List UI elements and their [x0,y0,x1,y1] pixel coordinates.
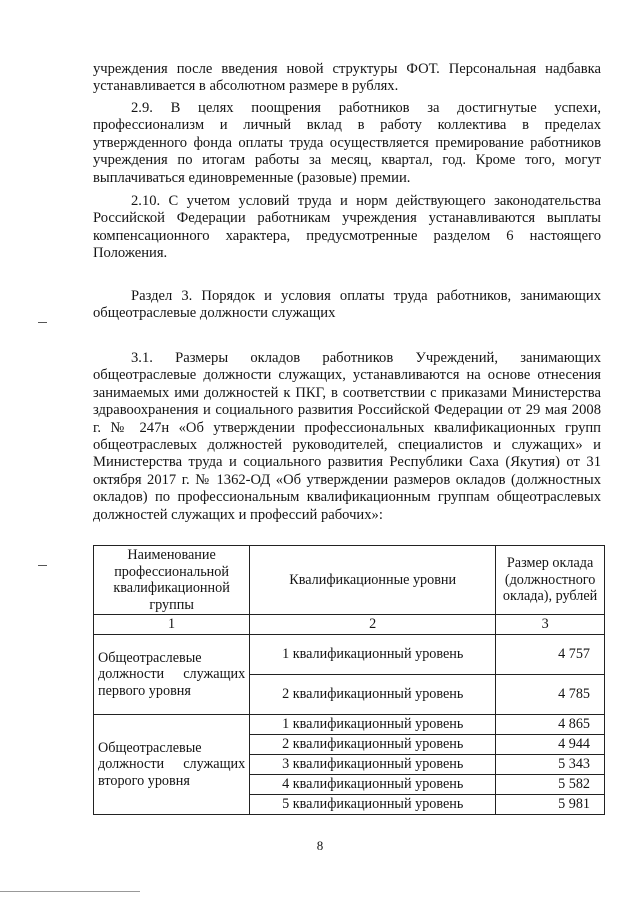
header-qualification-levels: Квалификационные уровни [250,546,496,615]
qualification-level: 3 квалификационный уровень [250,754,496,774]
page-number: 8 [316,838,324,853]
salary-amount: 4 944 [496,734,605,754]
table-row [94,634,605,674]
salary-amount: 4 757 [496,634,605,674]
salary-amount: 4 785 [496,674,605,714]
qualification-level: 2 квалификационный уровень [250,674,496,714]
qualification-level: 2 квалификационный уровень [250,734,496,754]
qualification-level: 5 квалификационный уровень [250,794,496,814]
paragraph-2-9-bonuses: 2.9. В целях поощрения работников за достигнутые успехи, профессионализм и личный вклад в работу коллектива в пределах утвержденного фонда оплаты труда осуществляется премирование работников учреждения по итогам работы за месяц, квартал, год. Кроме того, могут выплачиваться единовременные (разовые) премии. [93,100,601,186]
table-column-numbers-row [94,615,605,635]
qualification-level: 1 квалификационный уровень [250,714,496,734]
paragraph-3-1-salaries: 3.1. Размеры окладов работников Учреждений, занимающих общеотраслевые должности служащих, устанавливаются на основе отнесения занимаемых ими должностей к ПКГ, в соответствии с приказами Министерства здравоохранения и социального развития Российской Федерации от 29 мая 2008 г. № 247н «Об утверждении профессиональных квалификационных групп общеотраслевых должностей руководителей, специалистов и служащих» и Министерства труда и социального развития Республики Саха (Якутия) от 31 октября 2017 г. № 1362-ОД «Об утверждении размеров окладов (должностных окладов) по профессиональным квалификационным группам общеотраслевых должностей служащих и профессий рабочих»: [93,350,601,523]
qualification-level: 4 квалификационный уровень [250,774,496,794]
salary-amount: 5 343 [496,754,605,774]
salary-amount: 5 582 [496,774,605,794]
group-name-second-level: Общеотраслевые должности служащих второго уровня [94,714,250,814]
column-number: 2 [250,615,496,635]
salary-amount: 5 981 [496,794,605,814]
footer-divider [0,891,140,892]
header-group-name: Наименование профессиональной квалификационной группы [94,546,250,615]
section-3-title: Раздел 3. Порядок и условия оплаты труда работников, занимающих общеотраслевые должности служащих [93,288,601,322]
qualification-level: 1 квалификационный уровень [250,634,496,674]
margin-mark [38,322,47,323]
header-salary-amount: Размер оклада (должностного оклада), рублей [496,546,605,615]
table-row [94,714,605,734]
table-header-row [94,546,605,615]
paragraph-personal-allowance: учреждения после введения новой структуры ФОТ. Персональная надбавка устанавливается в абсолютном размере в рублях. [93,61,601,95]
margin-mark [38,565,47,566]
column-number: 1 [94,615,250,635]
salary-amount: 4 865 [496,714,605,734]
paragraph-2-10-compensation: 2.10. С учетом условий труда и норм действующего законодательства Российской Федерации работникам учреждения устанавливаются выплаты компенсационного характера, предусмотренные разделом 6 настоящего Положения. [93,193,601,262]
salary-table [93,545,605,815]
group-name-first-level: Общеотраслевые должности служащих первого уровня [94,634,250,714]
column-number: 3 [496,615,605,635]
